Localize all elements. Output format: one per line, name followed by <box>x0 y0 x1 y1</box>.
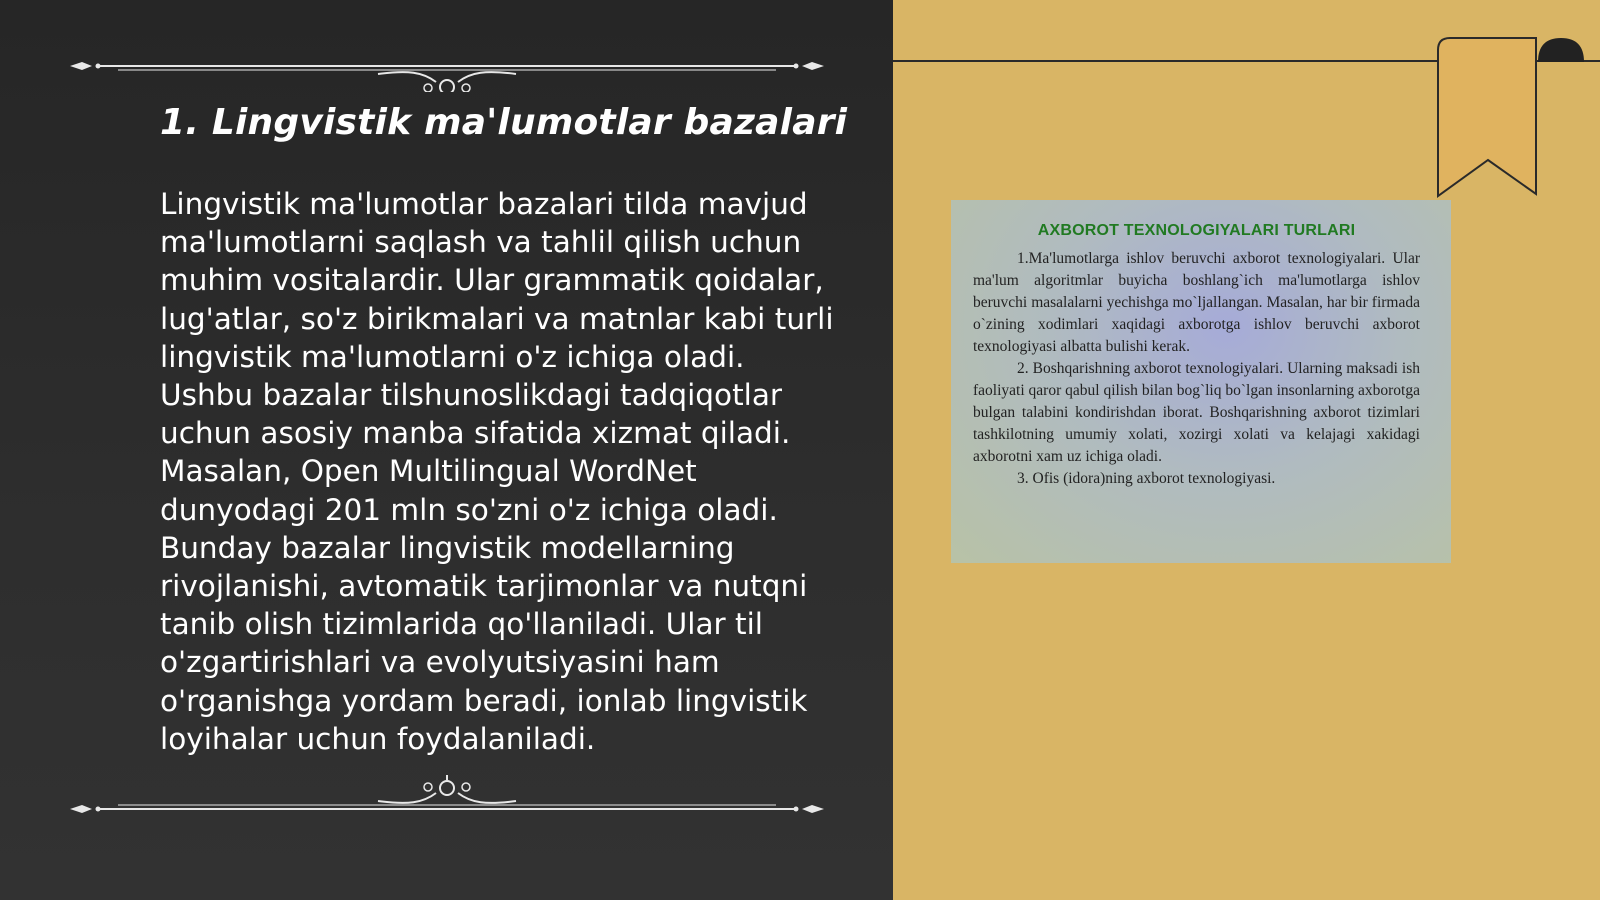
slide-title: 1. Lingvistik ma'lumotlar bazalari <box>160 102 848 143</box>
bookmark-ribbon-icon <box>1436 36 1546 200</box>
slide-body-text: Lingvistik ma'lumotlar bazalari tilda mavjud ma'lumotlarni saqlash va tahlil qilish uchun muhim vositalardir. Ular grammatik qoidalar, lug'atlar, so'z birikmalari va matnlar kabi turli lingvistik ma'lumotlarni o'z ichiga oladi. Ushbu bazalar tilshunoslikdagi tadqiqotlar uchun asosiy manba sifatida xizmat qiladi. Masalan, Open Multilingual WordNet dunyodagi 201 mln so'zni o'z ichiga oladi. Bunday bazalar lingvistik modellarning rivojlanishi, avtomatik tarjimonlar va nutqni tanib olish tizimlarida qo'llaniladi. Ular til o'zgartirishlari va evolyutsiyasini ham o'rganishga yordam beradi, ionlab lingvistik loyihalar uchun foydalaniladi. <box>160 187 834 756</box>
card-paragraph: 1.Ma'lumotlarga ishlov beruvchi axborot texnologiyalari. Ular ma'lum algoritmlar buyicha boshlang`ich ma'lumotlarga ishlov beruvchi masalalarni yechishga mo`ljallangan. Masalan, har bir firmada o`zining xodimlari xaqidagi axborotga ishlov beruvchi axborot texnologiyasi albatta bulishi kerak. <box>973 250 1420 355</box>
ornament-top <box>68 52 826 92</box>
ribbon-tab-icon <box>1536 36 1586 64</box>
ornament-bottom <box>68 775 826 815</box>
inserted-text-image <box>951 200 1451 563</box>
card-paragraph: 2. Boshqarishning axborot texnologiyalari. Ularning maksadi ish faoliyati qaror qabul qilish bilan bog`liq bo`lgan insonlarning axborotga bulgan talabini kondirishdan iborat. Boshqarishning axborot tizimlari tashkilotning umumiy xolati, xozirgi xolati va kelajagi xakidagi axborotni xam uz ichiga oladi. <box>973 360 1420 465</box>
card-paragraph: 3. Ofis (idora)ning axborot texnologiyasi. <box>1017 470 1276 487</box>
card-title: AXBOROT TEXNOLOGIYALARI TURLARI <box>1037 222 1356 239</box>
